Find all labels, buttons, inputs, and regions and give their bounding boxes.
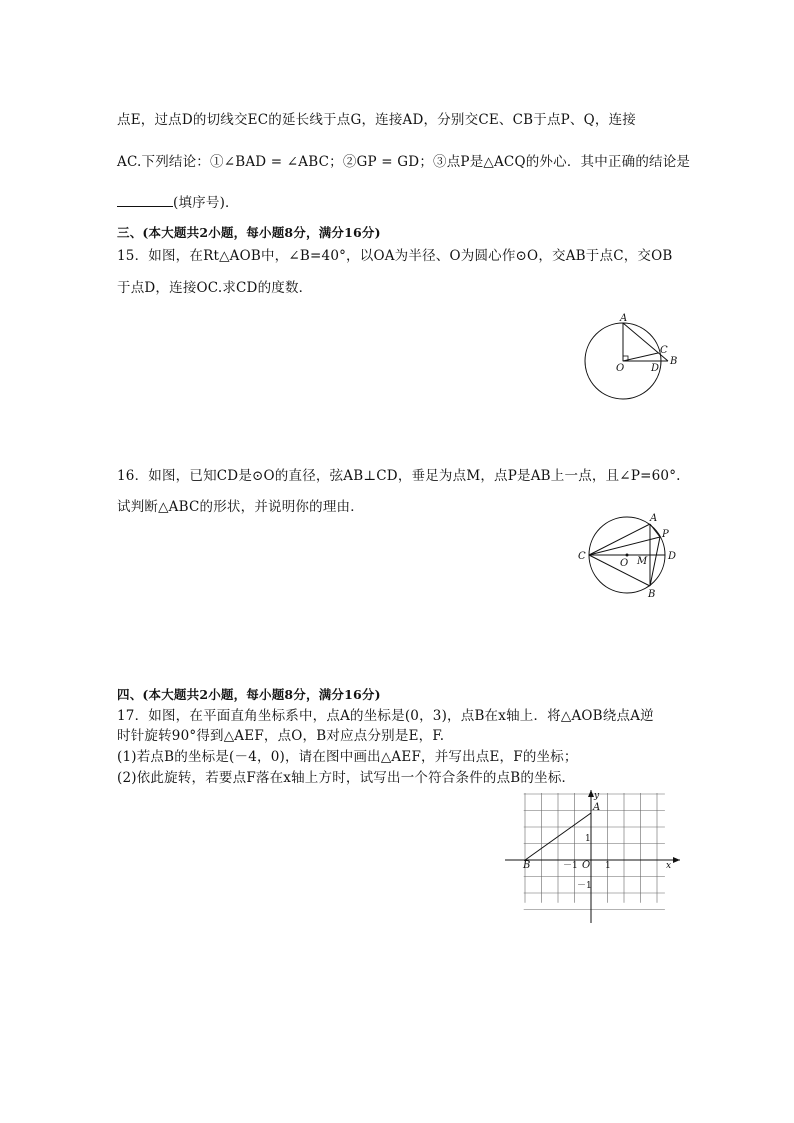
q14-line2: AC.下列结论：①∠BAD = ∠ABC；②GP = GD；③点P是△ACQ的外心．其中正确的结论是 [117,154,691,170]
q16-label-B: B [648,589,656,600]
section4-header: 四、(本大题共2小题，每小题8分，满分16分) [117,687,381,702]
q14-line3 [117,191,239,211]
q16-label-M: M [637,556,648,567]
q15-figure [578,308,688,408]
q16-line2: 试判断△ABC的形状，并说明你的理由． [117,499,364,515]
section3-header: 三、(本大题共2小题，每小题8分，满分16分) [117,225,381,240]
q14-line1: 点E，过点D的切线交EC的延长线于点G，连接AD，分别交CE、CB于点P、Q，连接 [117,112,637,128]
answer-blank[interactable] [117,194,173,207]
q16-label-P: P [662,529,669,540]
q17-line2: 时针旋转90°得到△AEF，点O，B对应点分别是E，F. [117,728,445,744]
q15-label-A: A [620,313,628,324]
label-O: O [582,860,591,871]
label-minus1-y: －1 [577,881,592,891]
label-B: B [523,860,531,871]
q16-label-O: O [620,558,629,569]
label-1-x: 1 [605,861,611,871]
q15-line1: 15．如图，在Rt△AOB中，∠B=40°，以OA为半径、O为圆心作⊙O，交AB于点C，交OB [117,248,673,264]
q16-line1: 16．如图，已知CD是⊙O的直径，弦AB⊥CD，垂足为点M，点P是AB上一点，且∠P=60°. [117,468,681,484]
label-minus1-x: －1 [563,861,578,871]
label-y: y [594,791,600,801]
q16-label-D: D [668,551,677,562]
label-x: x [666,861,672,871]
q17-line3: (1)若点B的坐标是(－4，0)，请在图中画出△AEF，并写出点E，F的坐标； [117,749,578,765]
q16-label-A: A [650,513,658,524]
q14-line3-suffix: (填序号)． [173,195,239,211]
q15-label-O: O [616,363,625,374]
q17-line1: 17．如图，在平面直角坐标系中，点A的坐标是(0，3)，点B在x轴上．将△AOB绕点A逆 [117,708,654,724]
q15-label-B: B [670,356,678,367]
label-1-y: 1 [585,834,591,844]
x-axis-arrow [673,857,680,863]
q16-figure [570,506,685,601]
q15-label-D: D [651,363,660,374]
label-A: A [593,802,601,813]
q17-coordinate-grid[interactable] [505,788,685,928]
q16-label-C: C [578,551,586,562]
q15-label-C: C [660,345,668,356]
q17-line4: (2)依此旋转，若要点F落在x轴上方时，试写出一个符合条件的点B的坐标． [117,770,576,786]
q15-line2: 于点D，连接OC.求CD的度数． [117,280,313,296]
